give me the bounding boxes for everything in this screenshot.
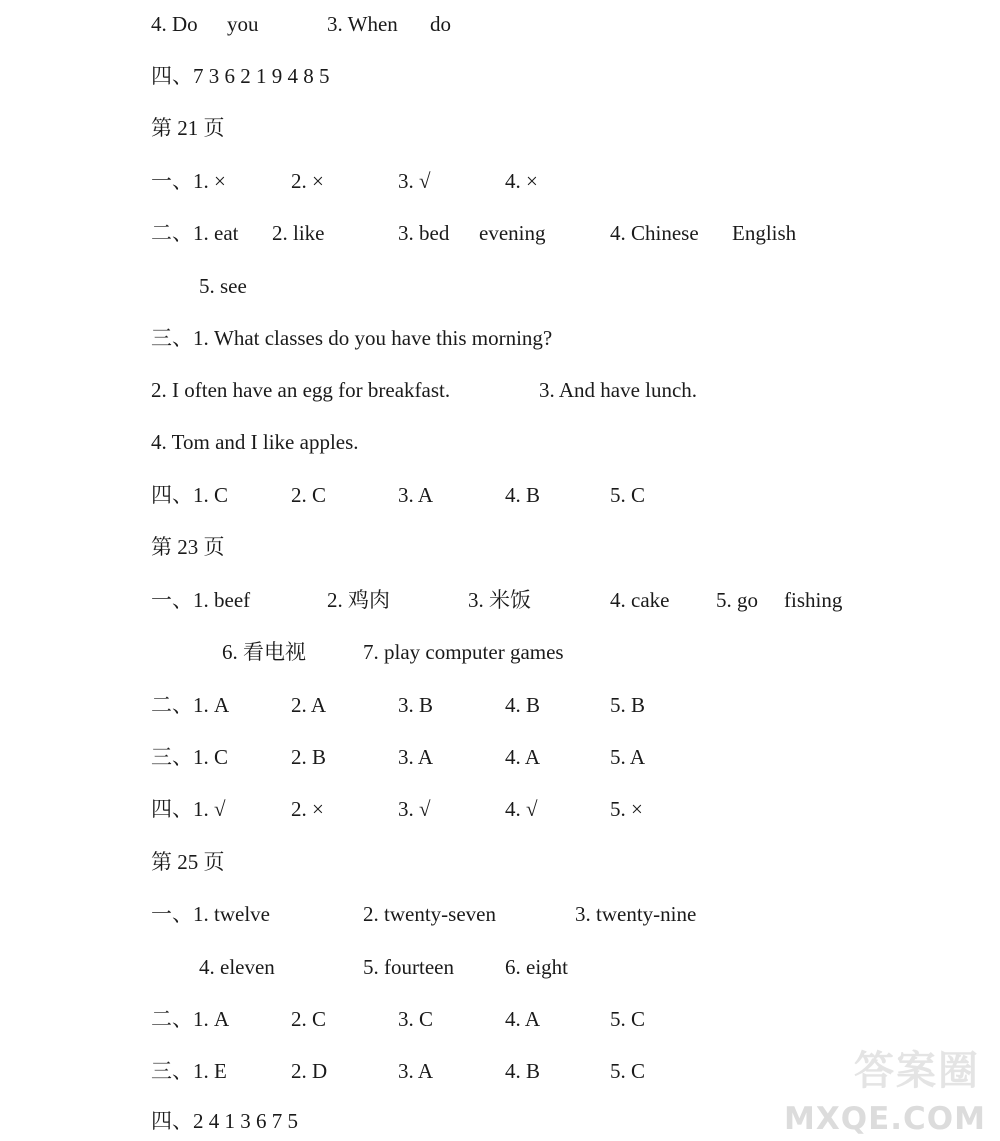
page-heading <box>0 108 1000 148</box>
answer-text: 2. 鸡肉 <box>327 588 390 612</box>
answer-text: 3. A <box>398 745 434 769</box>
answer-line <box>0 999 1000 1039</box>
page-heading <box>0 527 1000 567</box>
answer-text: 3. twenty-nine <box>575 902 697 926</box>
page-heading-text: 第 23 页 <box>151 535 225 559</box>
answer-text: 4. B <box>505 693 541 717</box>
answer-text: 四、2 4 1 3 6 7 5 <box>151 1109 298 1133</box>
answer-text: fishing <box>784 588 843 612</box>
page-heading-text: 第 21 页 <box>151 116 225 140</box>
answer-text: 4. × <box>505 169 538 193</box>
answer-text: 三、1. What classes do you have this morning? <box>151 326 553 350</box>
answer-line <box>0 789 1000 829</box>
answer-line <box>0 475 1000 515</box>
answer-line <box>0 4 1000 44</box>
answer-text: 3. A <box>398 483 434 507</box>
answer-text: 一、1. × <box>151 169 226 193</box>
answer-text: 5. C <box>610 1007 646 1031</box>
answer-line <box>0 318 1000 358</box>
answer-text: 2. C <box>291 1007 327 1031</box>
answer-text: 2. × <box>291 797 324 821</box>
answer-text: 三、1. C <box>151 745 229 769</box>
answer-line <box>0 632 1000 672</box>
answer-text: 4. A <box>505 1007 541 1031</box>
answer-text: 3. √ <box>398 169 431 193</box>
answer-text: 2. A <box>291 693 327 717</box>
answer-text: 2. C <box>291 483 327 507</box>
watermark-title: 答案圈 <box>854 1048 980 1094</box>
answer-text: 3. √ <box>398 797 431 821</box>
answer-text: 5. × <box>610 797 643 821</box>
answer-line <box>0 580 1000 620</box>
answer-text: 5. see <box>199 274 247 298</box>
answer-line <box>0 56 1000 96</box>
answer-text: 2. D <box>291 1059 328 1083</box>
answer-text: 二、1. A <box>151 1007 230 1031</box>
answer-line <box>0 370 1000 410</box>
answer-text: 3. bed <box>398 221 450 245</box>
answer-text: 2. I often have an egg for breakfast. <box>151 378 451 402</box>
answer-line <box>0 894 1000 934</box>
answer-text: evening <box>479 221 546 245</box>
answer-text: 3. 米饭 <box>468 588 531 612</box>
answer-line <box>0 737 1000 777</box>
answer-text: 5. C <box>610 1059 646 1083</box>
answer-text: 6. 看电视 <box>222 640 306 664</box>
answer-text: 3. C <box>398 1007 434 1031</box>
answer-text: 4. eleven <box>199 955 275 979</box>
answer-text: 3. A <box>398 1059 434 1083</box>
answer-line <box>0 161 1000 201</box>
answer-text: 三、1. E <box>151 1059 227 1083</box>
page-heading-text: 第 25 页 <box>151 850 225 874</box>
answer-text: 4. cake <box>610 588 670 612</box>
answer-text: 5. C <box>610 483 646 507</box>
answer-text: 一、1. twelve <box>151 902 270 926</box>
answer-text: 4. B <box>505 1059 541 1083</box>
answer-text: 4. Do <box>151 12 198 36</box>
answer-text: 2. B <box>291 745 327 769</box>
answer-text: 二、1. A <box>151 693 230 717</box>
answer-line <box>0 266 1000 306</box>
answer-text: 2. × <box>291 169 324 193</box>
answer-text: 四、7 3 6 2 1 9 4 8 5 <box>151 64 330 88</box>
answer-text: 3. And have lunch. <box>539 378 698 402</box>
answer-text: 3. When <box>327 12 398 36</box>
answer-text: 5. fourteen <box>363 955 454 979</box>
answer-text: 4. Tom and I like apples. <box>151 430 359 454</box>
answer-text: 5. A <box>610 745 646 769</box>
answer-text: do <box>430 12 451 36</box>
answer-text: 5. B <box>610 693 646 717</box>
answer-text: 4. A <box>505 745 541 769</box>
answer-text: 7. play computer games <box>363 640 564 664</box>
answer-line <box>0 685 1000 725</box>
watermark-logo <box>783 1039 986 1139</box>
page-heading <box>0 842 1000 882</box>
answer-line <box>0 422 1000 462</box>
answer-text: 4. √ <box>505 797 538 821</box>
answer-text: 四、1. C <box>151 483 229 507</box>
answer-text: 3. B <box>398 693 434 717</box>
answer-text: 二、1. eat <box>151 221 239 245</box>
answer-text: 4. Chinese <box>610 221 699 245</box>
answer-text: you <box>227 12 259 36</box>
answer-text: 4. B <box>505 483 541 507</box>
answer-text: 一、1. beef <box>151 588 251 612</box>
watermark-url: MXQE.COM <box>783 1101 986 1137</box>
answer-text: 四、1. √ <box>151 797 226 821</box>
answer-text: 6. eight <box>505 955 568 979</box>
answer-line <box>0 947 1000 987</box>
answer-text: 2. like <box>272 221 325 245</box>
answer-text: English <box>732 221 797 245</box>
answer-text: 5. go <box>716 588 758 612</box>
answer-line <box>0 213 1000 253</box>
answer-text: 2. twenty-seven <box>363 902 496 926</box>
